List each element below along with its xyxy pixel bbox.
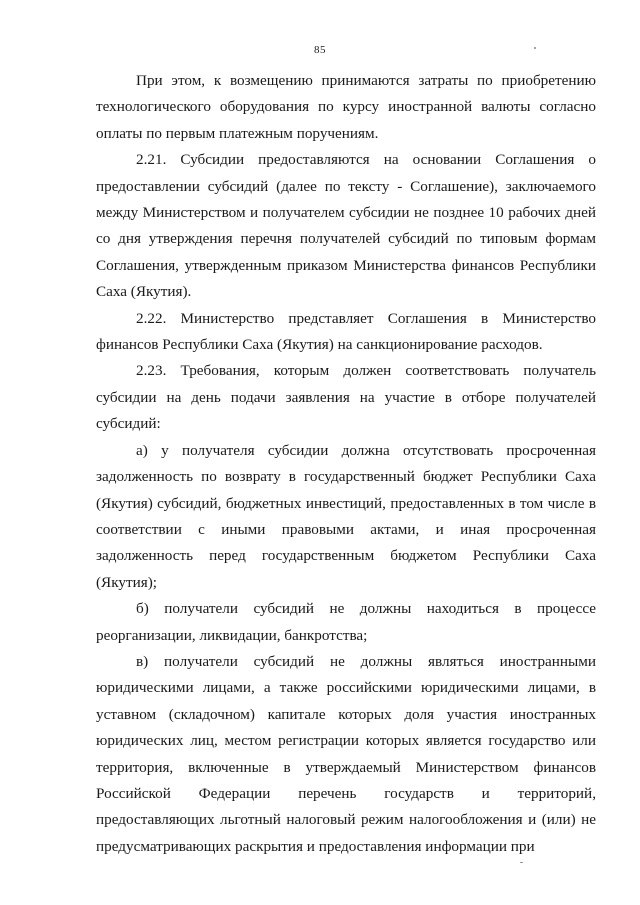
paragraph-2-23: 2.23. Требования, которым должен соответствовать получатель субсидии на день подачи заявления на участие в отборе получателей субсидий:: [96, 362, 596, 433]
paragraph-2-22: 2.22. Министерство представляет Соглашения в Министерство финансов Республики Саха (Якутия) на санкционирование расходов.: [96, 309, 596, 354]
scan-speck: [534, 47, 536, 49]
paragraph-2-21: 2.21. Субсидии предоставляются на основании Соглашения о предоставлении субсидий (далее по тексту - Соглашение), заключаемого между Министерством и получателем субсидии не позднее 10 рабочих дней со дня утверждения перечня получателей субсидий по типовым формам Соглашения, утвержденным приказом Министерства финансов Республики Саха (Якутия).: [96, 151, 596, 301]
paragraph-costs-note: При этом, к возмещению принимаются затраты по приобретению технологического оборудования по курсу иностранной валюты согласно оплаты по первым платежным поручениям.: [96, 72, 596, 142]
scan-speck: [520, 862, 523, 863]
paragraph-item-a: а) у получателя субсидии должна отсутствовать просроченная задолженность по возврату в государственный бюджет Республики Саха (Якутия) субсидий, бюджетных инвестиций, предоставленных в том числе в соответствии с иными правовыми актами, и иная просроченная задолженность перед государственным бюджетом Республики Саха (Якутия);: [96, 441, 596, 591]
document-body: [96, 68, 596, 860]
paragraph-item-b: б) получатели субсидий не должны находиться в процессе реорганизации, ликвидации, банкротства;: [96, 600, 596, 644]
paragraph-item-v: в) получатели субсидий не должны являться иностранными юридическими лицами, а также российскими юридическими лицами, в уставном (складочном) капитале которых доля участия иностранных юридических лиц, местом регистрации которых является государство или территория, включенные в утверждаемый Министерством финансов Российской Федерации перечень государств и территорий, предоставляющих льготный налоговый режим налогообложения и (или) не предусматривающих раскрытия и предоставления информации при: [96, 652, 596, 855]
page-number: 85: [314, 44, 326, 56]
